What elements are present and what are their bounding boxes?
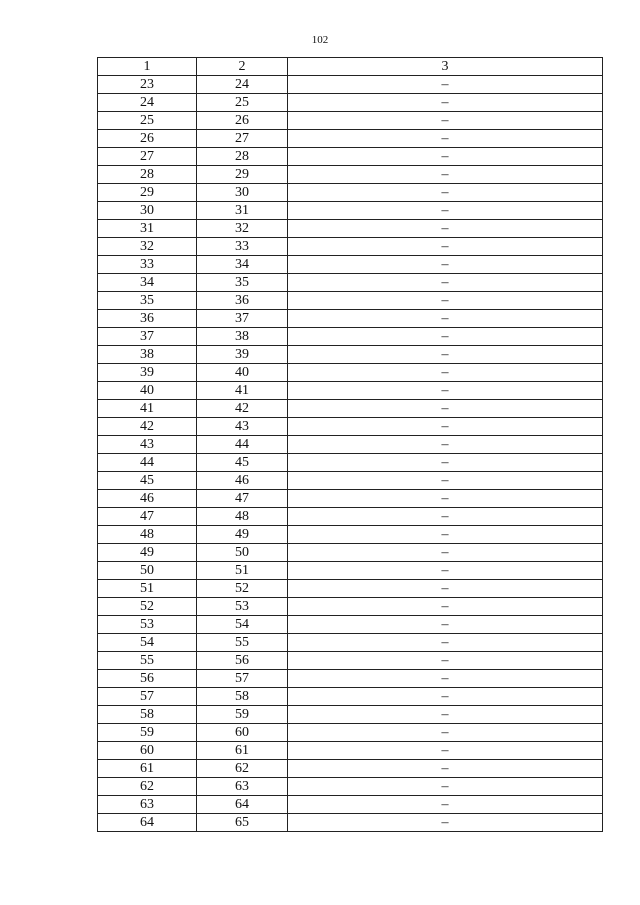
table-cell: 39	[197, 346, 288, 364]
table-row	[98, 400, 603, 418]
table-row	[98, 184, 603, 202]
table-cell: –	[288, 526, 603, 544]
table-cell: 33	[197, 238, 288, 256]
table-cell: 24	[98, 94, 197, 112]
table-cell: 49	[197, 526, 288, 544]
table-body	[98, 76, 603, 832]
table-cell: 52	[197, 580, 288, 598]
table-cell: 37	[197, 310, 288, 328]
table-cell: 27	[98, 148, 197, 166]
table-cell: 45	[197, 454, 288, 472]
table-cell: 31	[197, 202, 288, 220]
table-row	[98, 706, 603, 724]
table-header-row	[98, 58, 603, 76]
table-cell: –	[288, 166, 603, 184]
table-cell: 29	[197, 166, 288, 184]
table-cell: 34	[197, 256, 288, 274]
table-cell: 51	[98, 580, 197, 598]
table-cell: –	[288, 490, 603, 508]
table-cell: 35	[98, 292, 197, 310]
column-header: 1	[98, 58, 197, 76]
table-row	[98, 508, 603, 526]
table-row	[98, 310, 603, 328]
table-cell: 54	[197, 616, 288, 634]
table-row	[98, 76, 603, 94]
table-row	[98, 472, 603, 490]
table-row	[98, 148, 603, 166]
table-cell: –	[288, 688, 603, 706]
table-cell: 36	[98, 310, 197, 328]
table-cell: –	[288, 130, 603, 148]
table-cell: –	[288, 184, 603, 202]
table-cell: 47	[197, 490, 288, 508]
table-cell: 48	[98, 526, 197, 544]
table-cell: –	[288, 220, 603, 238]
table-cell: 53	[197, 598, 288, 616]
table-cell: 51	[197, 562, 288, 580]
table-row	[98, 256, 603, 274]
table-cell: 40	[98, 382, 197, 400]
table-cell: –	[288, 454, 603, 472]
table-cell: 52	[98, 598, 197, 616]
table-cell: –	[288, 94, 603, 112]
table-cell: 64	[197, 796, 288, 814]
table-cell: 50	[98, 562, 197, 580]
table-row	[98, 346, 603, 364]
table-row	[98, 292, 603, 310]
table-row	[98, 220, 603, 238]
table-cell: 61	[98, 760, 197, 778]
table-cell: 64	[98, 814, 197, 832]
table-cell: –	[288, 310, 603, 328]
table-cell: 43	[197, 418, 288, 436]
table-cell: –	[288, 400, 603, 418]
table-row	[98, 490, 603, 508]
table-cell: 33	[98, 256, 197, 274]
table-cell: –	[288, 562, 603, 580]
table-cell: 56	[197, 652, 288, 670]
table-cell: 28	[197, 148, 288, 166]
table-cell: –	[288, 778, 603, 796]
table-cell: 41	[98, 400, 197, 418]
table-cell: –	[288, 148, 603, 166]
table-cell: –	[288, 760, 603, 778]
table-cell: –	[288, 202, 603, 220]
table-row	[98, 436, 603, 454]
table-cell: 30	[197, 184, 288, 202]
table-cell: 47	[98, 508, 197, 526]
table-cell: 40	[197, 364, 288, 382]
table-cell: 37	[98, 328, 197, 346]
table-cell: 46	[197, 472, 288, 490]
table-cell: –	[288, 436, 603, 454]
table-cell: 63	[98, 796, 197, 814]
table-row	[98, 328, 603, 346]
table-cell: 62	[197, 760, 288, 778]
table-cell: 55	[98, 652, 197, 670]
table-row	[98, 670, 603, 688]
table-cell: –	[288, 328, 603, 346]
table-cell: 32	[197, 220, 288, 238]
table-row	[98, 616, 603, 634]
table-cell: 58	[197, 688, 288, 706]
table-cell: 55	[197, 634, 288, 652]
table-cell: 59	[197, 706, 288, 724]
table-cell: –	[288, 346, 603, 364]
table-cell: 41	[197, 382, 288, 400]
table-cell: 25	[98, 112, 197, 130]
table-cell: –	[288, 472, 603, 490]
table-row	[98, 742, 603, 760]
table-row	[98, 274, 603, 292]
table-cell: 56	[98, 670, 197, 688]
table-cell: 25	[197, 94, 288, 112]
table-cell: 27	[197, 130, 288, 148]
table-row	[98, 760, 603, 778]
table-cell: 39	[98, 364, 197, 382]
table-cell: 59	[98, 724, 197, 742]
table-cell: 48	[197, 508, 288, 526]
table-row	[98, 94, 603, 112]
table-cell: 63	[197, 778, 288, 796]
table-cell: 57	[98, 688, 197, 706]
table-cell: 38	[98, 346, 197, 364]
table-cell: –	[288, 652, 603, 670]
table-cell: 46	[98, 490, 197, 508]
table-cell: –	[288, 382, 603, 400]
table-cell: 65	[197, 814, 288, 832]
table-row	[98, 130, 603, 148]
table-cell: –	[288, 238, 603, 256]
table-cell: –	[288, 544, 603, 562]
table-row	[98, 598, 603, 616]
table-cell: 43	[98, 436, 197, 454]
table-row	[98, 166, 603, 184]
table-cell: 31	[98, 220, 197, 238]
table-cell: –	[288, 580, 603, 598]
table-cell: 38	[197, 328, 288, 346]
table-row	[98, 202, 603, 220]
table-cell: –	[288, 670, 603, 688]
table-cell: 26	[98, 130, 197, 148]
table-row	[98, 724, 603, 742]
table-row	[98, 580, 603, 598]
table-cell: 44	[197, 436, 288, 454]
table-row	[98, 796, 603, 814]
table-row	[98, 634, 603, 652]
column-header: 2	[197, 58, 288, 76]
table-cell: 35	[197, 274, 288, 292]
table-cell: 61	[197, 742, 288, 760]
table-cell: –	[288, 598, 603, 616]
table-cell: 62	[98, 778, 197, 796]
table-cell: –	[288, 256, 603, 274]
table-cell: –	[288, 76, 603, 94]
table-cell: 24	[197, 76, 288, 94]
table-cell: –	[288, 508, 603, 526]
table-row	[98, 364, 603, 382]
table-cell: –	[288, 742, 603, 760]
table-cell: –	[288, 364, 603, 382]
table-row	[98, 382, 603, 400]
page-number: 102	[311, 34, 329, 46]
table-row	[98, 562, 603, 580]
table-row	[98, 454, 603, 472]
table-cell: 26	[197, 112, 288, 130]
table-cell: 60	[98, 742, 197, 760]
table-cell: 58	[98, 706, 197, 724]
table-row	[98, 814, 603, 832]
table-cell: 50	[197, 544, 288, 562]
table-cell: –	[288, 706, 603, 724]
table-cell: –	[288, 796, 603, 814]
table-cell: 49	[98, 544, 197, 562]
table-cell: 60	[197, 724, 288, 742]
table-cell: –	[288, 814, 603, 832]
table-row	[98, 112, 603, 130]
table-cell: 36	[197, 292, 288, 310]
table-cell: 29	[98, 184, 197, 202]
column-header: 3	[288, 58, 603, 76]
table-row	[98, 526, 603, 544]
table-cell: –	[288, 112, 603, 130]
table-cell: 34	[98, 274, 197, 292]
table-cell: 42	[98, 418, 197, 436]
table-cell: –	[288, 616, 603, 634]
table-cell: –	[288, 292, 603, 310]
table-cell: 32	[98, 238, 197, 256]
table-cell: 23	[98, 76, 197, 94]
table-row	[98, 778, 603, 796]
table-row	[98, 418, 603, 436]
table-row	[98, 238, 603, 256]
table-row	[98, 544, 603, 562]
table-cell: –	[288, 634, 603, 652]
table-cell: 44	[98, 454, 197, 472]
table-row	[98, 688, 603, 706]
table-cell: 45	[98, 472, 197, 490]
table-cell: 57	[197, 670, 288, 688]
table-cell: 54	[98, 634, 197, 652]
table-cell: 30	[98, 202, 197, 220]
table-cell: 28	[98, 166, 197, 184]
table-cell: –	[288, 274, 603, 292]
data-table	[97, 57, 603, 832]
table-cell: 42	[197, 400, 288, 418]
table-cell: –	[288, 724, 603, 742]
table-row	[98, 652, 603, 670]
table-cell: 53	[98, 616, 197, 634]
table-cell: –	[288, 418, 603, 436]
